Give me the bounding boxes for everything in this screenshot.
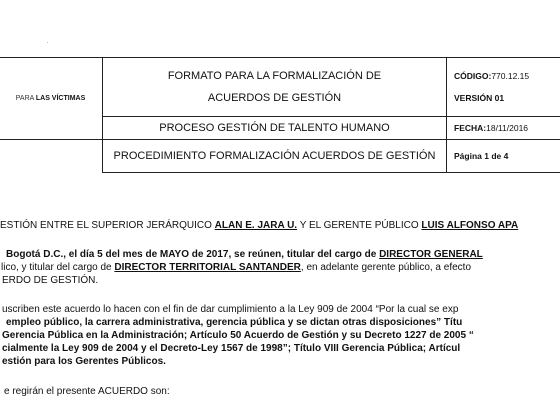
date-value: 18/11/2016 <box>486 123 529 133</box>
document-header-table <box>0 57 560 173</box>
superior-cargo: DIRECTOR GENERAL <box>379 249 483 260</box>
scan-speck <box>47 42 48 43</box>
logo-text-prefix: PARA <box>15 94 36 102</box>
body-line-4: ERDO DE GESTIÓN. <box>2 275 99 286</box>
superior-name: ALAN E. JARA U. <box>214 220 298 231</box>
procedure-title: PROCEDIMIENTO FORMALIZACIÓN ACUERDOS DE GESTIÓN <box>103 140 447 173</box>
meta-date <box>447 117 560 140</box>
body-line-2 <box>6 249 483 260</box>
gerente-name: LUIS ALFONSO APA <box>421 220 519 231</box>
body-line-3-text-b: , en adelante gerente público, a efecto <box>300 262 472 273</box>
body-line-7: Gerencia Pública en la Administración; Artículo 50 Acuerdo de Gestión y su Decreto 1227 de 2005 “ <box>2 330 474 341</box>
gerente-cargo: DIRECTOR TERRITORIAL SANTANDER <box>114 262 301 273</box>
format-title-line1: FORMATO PARA LA FORMALIZACIÓN DE <box>167 70 382 82</box>
format-title-line2: ACUERDOS DE GESTIÓN <box>207 92 342 104</box>
body-line-3-text: lico, y titular del cargo de <box>1 262 115 273</box>
body-line-1 <box>0 220 518 231</box>
logo-cell <box>0 58 103 140</box>
body-line-5: uscriben este acuerdo lo hacen con el fin de dar cumplimiento a la Ley 909 de 2004 “Por la cual se exp <box>2 304 459 315</box>
body-line-9: estión para los Gerentes Públicos. <box>2 356 166 367</box>
meta-code-version <box>447 58 560 117</box>
body-line-6: empleo público, la carrera administrativa, gerencia pública y se dictan otras disposiciones” Títu <box>6 317 463 328</box>
code-label: CÓDIGO: <box>454 71 492 81</box>
logo-cell-empty <box>0 140 103 173</box>
process-title: PROCESO GESTIÓN DE TALENTO HUMANO <box>103 117 447 140</box>
body-line-2-text: Bogotá D.C., el día 5 del mes de MAYO de 2017, se reúnen, titular del cargo de <box>6 249 380 260</box>
logo-text-strong: LAS VÍCTIMAS <box>35 94 86 102</box>
body-line-3 <box>1 262 471 273</box>
format-title <box>103 58 447 117</box>
page-indicator: Página 1 de 4 <box>447 140 560 173</box>
body-line-1-text-b: Y EL GERENTE PÚBLICO <box>297 220 422 231</box>
body-line-8: cialmente la Ley 909 de 2004 y el Decreto-Ley 1567 de 1998”; Título VIII Gerencia Pública; Artícul <box>2 343 461 354</box>
date-label: FECHA: <box>454 123 487 133</box>
version-label: VERSIÓN <box>454 93 495 103</box>
code-value: 770.12.15 <box>491 71 530 81</box>
body-line-1-text: ESTIÓN ENTRE EL SUPERIOR JERÁRQUICO <box>0 220 215 231</box>
version-value: 01 <box>494 93 505 103</box>
body-line-10: e regirán el presente ACUERDO son: <box>4 386 170 397</box>
